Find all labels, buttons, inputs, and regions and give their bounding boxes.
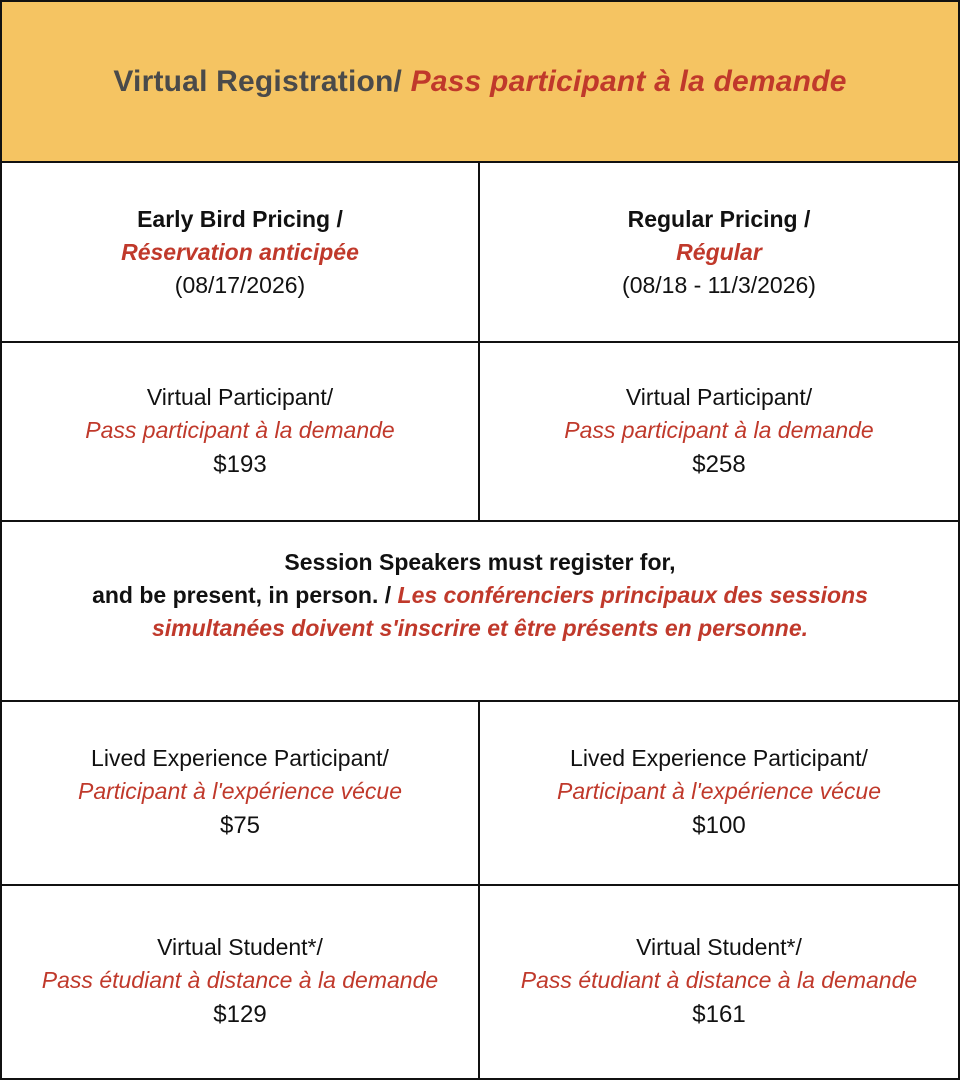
- virtual-participant-label-fr: Pass participant à la demande: [85, 416, 395, 443]
- lived-experience-row: [0, 700, 960, 886]
- regular-pricing-cell: [478, 161, 960, 343]
- virtual-student-label: Virtual Student*/: [157, 934, 323, 960]
- virtual-student-label: Virtual Student*/: [636, 934, 802, 960]
- regular-pricing-label-fr: Régular: [676, 238, 762, 265]
- lived-experience-label: Lived Experience Participant/: [91, 745, 389, 771]
- lived-experience-label: Lived Experience Participant/: [570, 745, 868, 771]
- virtual-student-label-fr: Pass étudiant à distance à la demande: [41, 967, 439, 993]
- virtual-student-row: [0, 884, 960, 1080]
- page-title: [113, 65, 846, 99]
- early-bird-label: Early Bird Pricing /: [137, 205, 343, 232]
- virtual-participant-label: Virtual Participant/: [625, 383, 813, 410]
- regular-pricing-date: (08/18 - 11/3/2026): [622, 271, 816, 298]
- virtual-participant-regular-price: $258: [692, 450, 746, 478]
- speakers-note-cell: [0, 520, 960, 702]
- pricing-tier-row: [0, 161, 960, 343]
- virtual-participant-early-price: $193: [213, 450, 267, 478]
- virtual-student-regular-cell: [478, 884, 960, 1080]
- header-title-en: Virtual Registration/: [113, 64, 403, 98]
- lived-experience-regular-cell: [478, 700, 960, 886]
- virtual-participant-regular-cell: [478, 341, 960, 522]
- virtual-participant-label: Virtual Participant/: [146, 383, 334, 410]
- lived-experience-early-price: $75: [219, 812, 261, 839]
- speakers-note-line3-fr: simultanées doivent s'inscrire et être présents en personne.: [151, 615, 809, 641]
- early-bird-cell: [0, 161, 480, 343]
- virtual-participant-label-fr: Pass participant à la demande: [564, 416, 874, 443]
- regular-pricing-label: Regular Pricing /: [627, 205, 811, 232]
- virtual-student-regular-price: $161: [692, 1001, 746, 1028]
- speakers-note-line2-en: and be present, in person. /: [92, 582, 392, 608]
- early-bird-label-fr: Réservation anticipée: [121, 238, 359, 265]
- virtual-student-early-cell: [0, 884, 480, 1080]
- speakers-note-line2: [92, 579, 868, 612]
- lived-experience-early-cell: [0, 700, 480, 886]
- virtual-student-label-fr: Pass étudiant à distance à la demande: [520, 967, 918, 993]
- lived-experience-regular-price: $100: [692, 812, 746, 839]
- header-row: [0, 0, 960, 163]
- header-title-fr: Pass participant à la demande: [410, 64, 847, 98]
- lived-experience-label-fr: Participant à l'expérience vécue: [556, 778, 882, 804]
- virtual-participant-early-cell: [0, 341, 480, 522]
- table-header: [0, 0, 960, 163]
- virtual-participant-row: [0, 341, 960, 522]
- virtual-student-early-price: $129: [213, 1001, 267, 1028]
- speakers-note-line1: Session Speakers must register for,: [284, 549, 676, 575]
- speakers-note-line2-fr: Les conférenciers principaux des sessions: [397, 582, 868, 608]
- early-bird-date: (08/17/2026): [174, 271, 306, 298]
- lived-experience-label-fr: Participant à l'expérience vécue: [77, 778, 403, 804]
- speakers-note-row: [0, 520, 960, 702]
